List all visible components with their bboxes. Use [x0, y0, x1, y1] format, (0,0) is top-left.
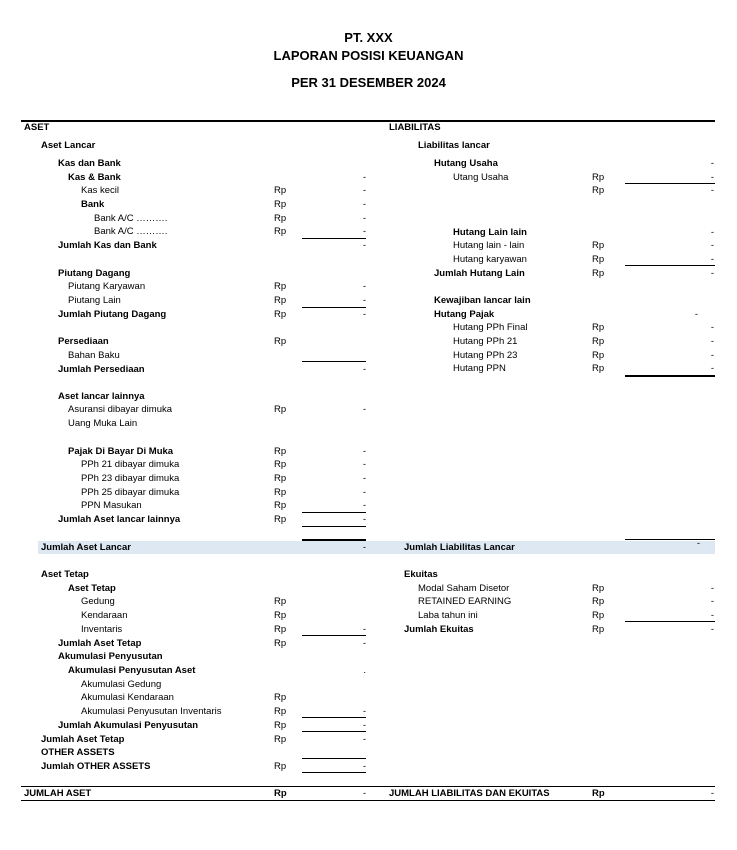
assets-column-heading: ASET [24, 122, 50, 133]
other-payables-total-rp: Rp [592, 268, 605, 279]
ppn-payable-value: - [710, 363, 714, 374]
employee-payable-value: - [710, 254, 714, 265]
total-rule [302, 539, 366, 541]
bank-ac-2-value: - [362, 226, 366, 237]
kas-bank-label: Kas & Bank [68, 172, 121, 183]
trade-payables-total-value: - [710, 185, 714, 196]
trade-payable-item-rp: Rp [592, 172, 605, 183]
current-liabilities-total-value: - [696, 538, 700, 549]
pph-final-rp: Rp [592, 322, 605, 333]
dep-total-value: - [362, 720, 366, 731]
other-payables-title: Hutang Lain lain [453, 227, 527, 238]
inventory-title: Persediaan [58, 336, 109, 347]
liabilities-column-heading: LIABILITAS [389, 122, 441, 133]
current-assets-total-value: - [362, 542, 366, 553]
bank-ac-1-value: - [362, 213, 366, 224]
dep-building-label: Akumulasi Gedung [81, 679, 162, 690]
cash-bank-total-label: Jumlah Kas dan Bank [58, 240, 157, 251]
pph25-prepaid-label: PPh 25 dibayar dimuka [81, 487, 180, 498]
subtotal-rule [302, 361, 366, 362]
profit-value: - [710, 610, 714, 621]
employee-payable-label: Hutang karyawan [453, 254, 527, 265]
current-liabilities-total-label: Jumlah Liabilitas Lancar [404, 542, 515, 553]
subtotal-rule [302, 758, 366, 759]
inventaris-value: - [362, 624, 366, 635]
liabilities-grand-total-label: JUMLAH LIABILITAS DAN EKUITAS [389, 788, 550, 799]
receivable-other-value: - [362, 295, 366, 306]
total-rule [625, 375, 715, 377]
other-assets-title: OTHER ASSETS [41, 747, 115, 758]
subtotal-rule [625, 621, 715, 622]
subtotal-rule [302, 512, 366, 513]
fixed-assets-title: Aset Tetap [41, 569, 89, 580]
other-payable-item-value: - [710, 240, 714, 251]
depreciation-subtitle: Akumulasi Penyusutan Aset [68, 665, 196, 676]
tax-payables-title: Hutang Pajak [434, 309, 495, 320]
grand-total-top-rule [21, 786, 715, 787]
retained-earning-value: - [710, 596, 714, 607]
fixed-total-label: Jumlah Aset Tetap [41, 734, 125, 745]
inventory-total-label: Jumlah Persediaan [58, 364, 145, 375]
assets-grand-total-value: - [362, 788, 366, 799]
bank-label: Bank [81, 199, 105, 210]
pph21-payable-value: - [710, 336, 714, 347]
equity-title: Ekuitas [404, 569, 438, 580]
bank-ac-1-rp: Rp [274, 213, 287, 224]
receivables-total-value: - [362, 309, 366, 320]
pph23-payable-label: Hutang PPh 23 [453, 350, 518, 361]
assets-grand-total-rp: Rp [274, 788, 287, 799]
other-payables-total-value: - [710, 268, 714, 279]
inventaris-label: Inventaris [81, 624, 123, 635]
vehicles-rp: Rp [274, 610, 287, 621]
cash-bank-title: Kas dan Bank [58, 158, 121, 169]
trade-payables-value: - [710, 158, 714, 169]
ppn-input-value: - [362, 500, 366, 511]
equity-total-value: - [710, 624, 714, 635]
fixed-total-rp: Rp [274, 734, 287, 745]
top-rule [21, 120, 715, 122]
prepaid-tax-rp: Rp [274, 446, 287, 457]
receivable-other-rp: Rp [274, 295, 287, 306]
other-assets-total-label: Jumlah OTHER ASSETS [41, 761, 151, 772]
bank-ac-1-label: Bank A/C ………. [94, 213, 168, 224]
grand-total-bottom-rule [21, 800, 715, 801]
trade-payable-item-label: Utang Usaha [453, 172, 509, 183]
pph25-prepaid-rp: Rp [274, 487, 287, 498]
pph21-prepaid-rp: Rp [274, 459, 287, 470]
kas-kecil-rp: Rp [274, 185, 287, 196]
receivables-title: Piutang Dagang [58, 268, 131, 279]
fixed-subtotal-rp: Rp [274, 638, 287, 649]
dep-inventaris-label: Akumulasi Penyusutan Inventaris [81, 706, 222, 717]
insurance-rp: Rp [274, 404, 287, 415]
dep-total-rp: Rp [274, 720, 287, 731]
subtotal-rule [302, 526, 366, 527]
receivable-employee-rp: Rp [274, 281, 287, 292]
raw-material-label: Bahan Baku [68, 350, 120, 361]
ppn-input-label: PPN Masukan [81, 500, 142, 511]
kas-kecil-label: Kas kecil [81, 185, 120, 196]
trade-payables-title: Hutang Usaha [434, 158, 498, 169]
receivable-employee-value: - [362, 281, 366, 292]
other-assets-total-value: - [362, 761, 366, 772]
subtotal-rule [302, 731, 366, 732]
insurance-label: Asuransi dibayar dimuka [68, 404, 173, 415]
fixed-assets-subtitle: Aset Tetap [68, 583, 116, 594]
dep-vehicles-label: Akumulasi Kendaraan [81, 692, 174, 703]
other-payable-item-label: Hutang lain - lain [453, 240, 525, 251]
trade-payable-item-value: - [710, 172, 714, 183]
pph21-prepaid-label: PPh 21 dibayar dimuka [81, 459, 180, 470]
prepaid-tax-label: Pajak Di Bayar Di Muka [68, 446, 174, 457]
tax-payables-value: - [694, 309, 698, 320]
pph21-prepaid-value: - [362, 459, 366, 470]
vehicles-label: Kendaraan [81, 610, 128, 621]
share-capital-value: - [710, 583, 714, 594]
pph-final-value: - [710, 322, 714, 333]
receivables-total-label: Jumlah Piutang Dagang [58, 309, 167, 320]
inventory-total-value: - [362, 364, 366, 375]
dep-vehicles-rp: Rp [274, 692, 287, 703]
prepaid-tax-value: - [362, 446, 366, 457]
inventaris-rp: Rp [274, 624, 287, 635]
profit-label: Laba tahun ini [418, 610, 478, 621]
other-current-title: Aset lancar lainnya [58, 391, 145, 402]
dep-inventaris-rp: Rp [274, 706, 287, 717]
subtotal-rule [302, 238, 366, 239]
pph23-prepaid-rp: Rp [274, 473, 287, 484]
assets-grand-total-label: JUMLAH ASET [24, 788, 92, 799]
current-assets-total-label: Jumlah Aset Lancar [41, 542, 131, 553]
other-payables-total-label: Jumlah Hutang Lain [434, 268, 525, 279]
other-current-total-label: Jumlah Aset lancar lainnya [58, 514, 181, 525]
liabilities-grand-total-value: - [710, 788, 714, 799]
subtotal-rule [302, 635, 366, 636]
current-total-band [38, 541, 715, 554]
company-name: PT. XXX [344, 30, 393, 45]
subtotal-rule [625, 265, 715, 266]
dep-inventaris-value: - [362, 706, 366, 717]
pph-final-label: Hutang PPh Final [453, 322, 528, 333]
bank-value: - [362, 199, 366, 210]
other-payables-value: - [710, 227, 714, 238]
pph23-payable-value: - [710, 350, 714, 361]
bank-ac-2-label: Bank A/C ………. [94, 226, 168, 237]
kas-kecil-value: - [362, 185, 366, 196]
other-current-total-value: - [362, 514, 366, 525]
subtotal-rule [625, 539, 715, 540]
current-liabilities-title: Liabilitas lancar [418, 140, 490, 151]
report-title: LAPORAN POSISI KEUANGAN [273, 48, 464, 63]
dep-total-label: Jumlah Akumulasi Penyusutan [58, 720, 199, 731]
inventory-rp: Rp [274, 336, 287, 347]
building-label: Gedung [81, 596, 115, 607]
pph21-payable-label: Hutang PPh 21 [453, 336, 518, 347]
current-assets-title: Aset Lancar [41, 140, 96, 151]
subtotal-rule [302, 772, 366, 773]
retained-earning-label: RETAINED EARNING [418, 596, 512, 607]
receivable-other-label: Piutang Lain [68, 295, 121, 306]
ppn-input-rp: Rp [274, 500, 287, 511]
depreciation-subtitle-mark: . [363, 665, 366, 676]
profit-rp: Rp [592, 610, 605, 621]
building-rp: Rp [274, 596, 287, 607]
share-capital-rp: Rp [592, 583, 605, 594]
equity-total-rp: Rp [592, 624, 605, 635]
equity-total-label: Jumlah Ekuitas [404, 624, 474, 635]
bank-ac-2-rp: Rp [274, 226, 287, 237]
cash-bank-total-value: - [362, 240, 366, 251]
subtotal-rule [302, 307, 366, 308]
other-payable-item-rp: Rp [592, 240, 605, 251]
share-capital-label: Modal Saham Disetor [418, 583, 510, 594]
employee-payable-rp: Rp [592, 254, 605, 265]
liabilities-grand-total-rp: Rp [592, 788, 605, 799]
report-period: PER 31 DESEMBER 2024 [291, 75, 446, 90]
other-current-total-rp: Rp [274, 514, 287, 525]
other-assets-total-rp: Rp [274, 761, 287, 772]
ppn-payable-label: Hutang PPN [453, 363, 506, 374]
trade-payables-total-rp: Rp [592, 185, 605, 196]
other-obligations-title: Kewajiban lancar lain [434, 295, 531, 306]
pph25-prepaid-value: - [362, 487, 366, 498]
bank-rp: Rp [274, 199, 287, 210]
receivables-total-rp: Rp [274, 309, 287, 320]
retained-earning-rp: Rp [592, 596, 605, 607]
subtotal-rule [302, 717, 366, 718]
pph23-prepaid-label: PPh 23 dibayar dimuka [81, 473, 180, 484]
receivable-employee-label: Piutang Karyawan [68, 281, 146, 292]
depreciation-title: Akumulasi Penyusutan [58, 651, 163, 662]
kas-bank-value: - [362, 172, 366, 183]
insurance-value: - [362, 404, 366, 415]
pph23-payable-rp: Rp [592, 350, 605, 361]
advance-label: Uang Muka Lain [68, 418, 138, 429]
fixed-subtotal-value: - [362, 638, 366, 649]
ppn-payable-rp: Rp [592, 363, 605, 374]
fixed-subtotal-label: Jumlah Aset Tetap [58, 638, 142, 649]
fixed-total-value: - [362, 734, 366, 745]
pph21-payable-rp: Rp [592, 336, 605, 347]
subtotal-rule [625, 183, 715, 184]
pph23-prepaid-value: - [362, 473, 366, 484]
